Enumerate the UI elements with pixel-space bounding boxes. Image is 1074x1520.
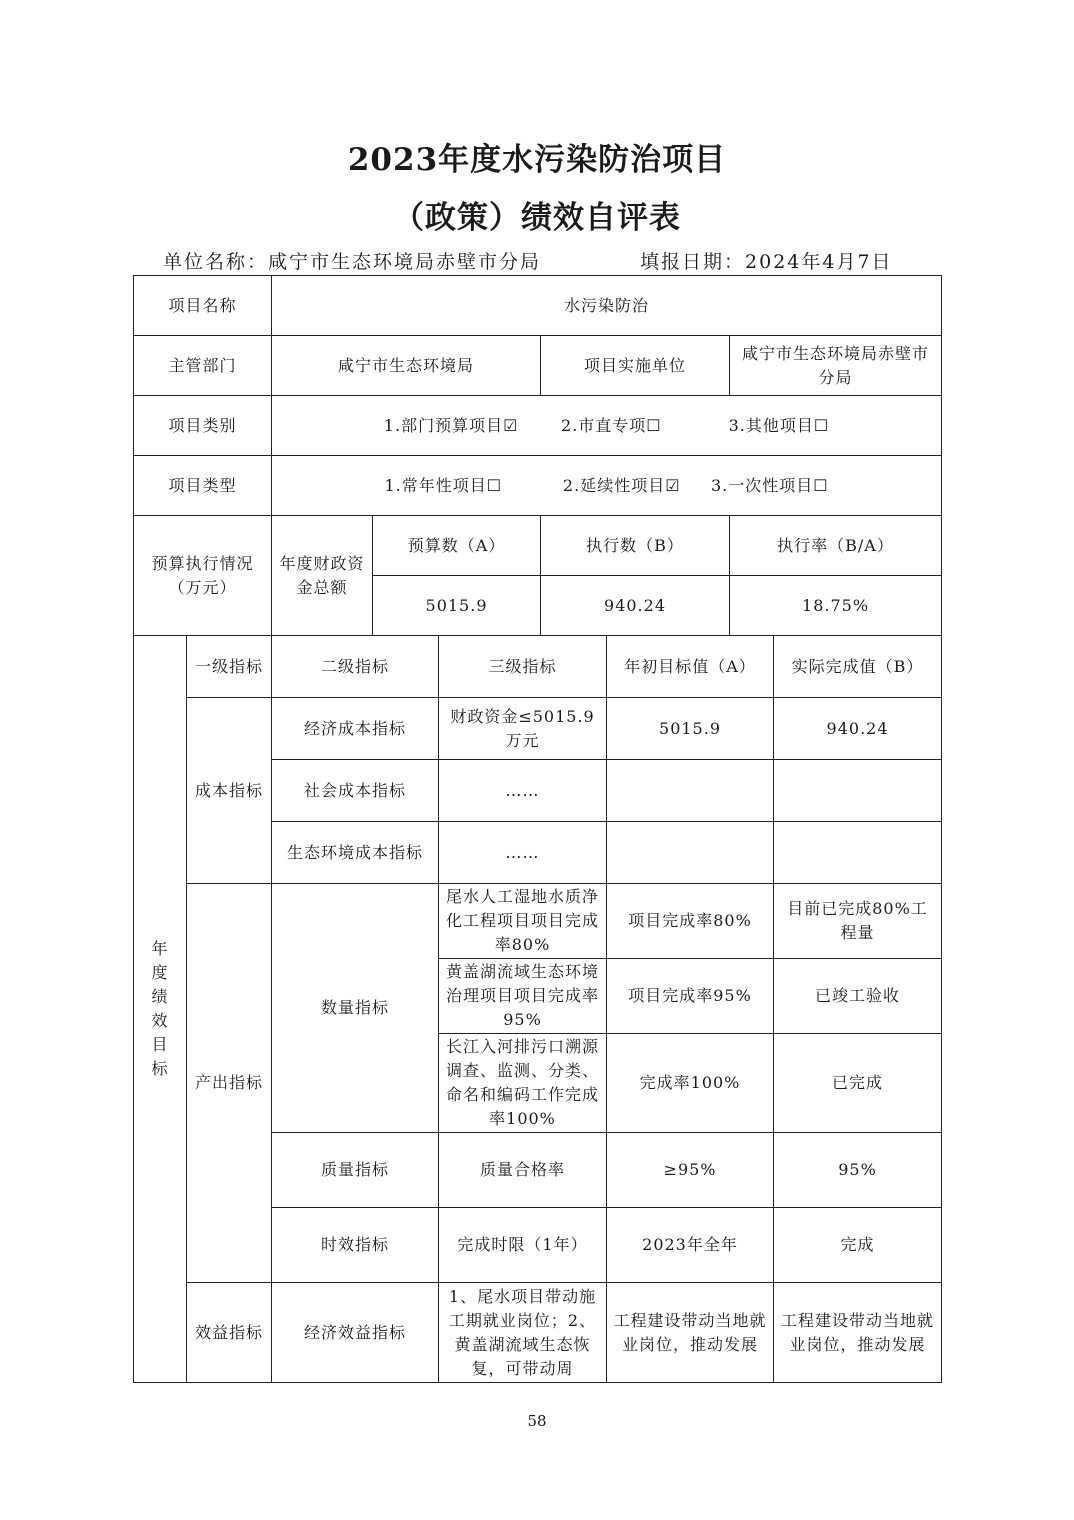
date-info: [640, 247, 893, 274]
output-qty3-target: 完成率100%: [607, 1034, 774, 1133]
output-qty1-l3: 尾水人工湿地水质净化工程项目项目完成率80%: [439, 884, 607, 959]
dept-value: 咸宁市生态环境局: [272, 336, 541, 396]
type-options: [272, 456, 942, 516]
benefit-econ-target: 工程建设带动当地就业岗位，推动发展: [607, 1283, 774, 1383]
category-option-1: 1.部门预算项目☑: [383, 415, 519, 435]
category-label: 项目类别: [134, 396, 272, 456]
budget-sub-label: 年度财政资金总额: [272, 516, 373, 636]
type-option-1: 1.常年性项目☐: [384, 475, 503, 495]
category-option-2: 2.市直专项☐: [561, 415, 662, 435]
output-qty1-actual: 目前已完成80%工程量: [774, 884, 942, 959]
cost-social-target: [607, 760, 774, 822]
cost-eco-target: [607, 822, 774, 884]
cost-indicator-label: 成本指标: [187, 698, 272, 884]
output-time-target: 2023年全年: [607, 1208, 774, 1283]
budget-a-header: 预算数（A）: [373, 516, 541, 576]
output-qty2-target: 项目完成率95%: [607, 959, 774, 1034]
output-qty-label: 数量指标: [272, 884, 439, 1133]
budget-rate-header: 执行率（B/A）: [730, 516, 942, 576]
output-indicator-label: 产出指标: [187, 884, 272, 1283]
unit-info: [163, 247, 541, 274]
cost-social-l3: ……: [439, 760, 607, 822]
type-option-2: 2.延续性项目☑: [562, 475, 681, 495]
cost-social-actual: [774, 760, 942, 822]
benefit-econ-actual: 工程建设带动当地就业岗位，推动发展: [774, 1283, 942, 1383]
type-label: 项目类型: [134, 456, 272, 516]
budget-a-value: 5015.9: [373, 576, 541, 636]
cost-eco-actual: [774, 822, 942, 884]
project-name-label: 项目名称: [134, 276, 272, 336]
output-time-label: 时效指标: [272, 1208, 439, 1283]
header-actual: 实际完成值（B）: [774, 636, 942, 698]
header-level2: 二级指标: [272, 636, 439, 698]
output-qty2-actual: 已竣工验收: [774, 959, 942, 1034]
output-quality-l3: 质量合格率: [439, 1133, 607, 1208]
impl-unit-label: 项目实施单位: [541, 336, 730, 396]
budget-b-header: 执行数（B）: [541, 516, 730, 576]
dept-label: 主管部门: [134, 336, 272, 396]
output-qty3-actual: 已完成: [774, 1034, 942, 1133]
category-option-3: 3.其他项目☐: [728, 415, 830, 435]
doc-title-line2: （政策）绩效自评表: [393, 200, 681, 236]
date-value: 2024年4月7日: [745, 251, 893, 273]
header-level3: 三级指标: [439, 636, 607, 698]
output-qty3-l3: 长江入河排污口溯源调查、监测、分类、命名和编码工作完成率100%: [439, 1034, 607, 1133]
budget-label: 预算执行情况（万元）: [134, 516, 272, 636]
output-quality-actual: 95%: [774, 1133, 942, 1208]
type-option-3: 3.一次性项目☐: [710, 475, 829, 495]
cost-econ-label: 经济成本指标: [272, 698, 439, 760]
output-quality-target: ≥95%: [607, 1133, 774, 1208]
cost-eco-l3: ……: [439, 822, 607, 884]
output-qty2-l3: 黄盖湖流域生态环境治理项目项目完成率95%: [439, 959, 607, 1034]
cost-eco-label: 生态环境成本指标: [272, 822, 439, 884]
performance-table: [133, 275, 942, 1383]
cost-econ-target: 5015.9: [607, 698, 774, 760]
output-quality-label: 质量指标: [272, 1133, 439, 1208]
project-name-value: 水污染防治: [272, 276, 942, 336]
budget-b-value: 940.24: [541, 576, 730, 636]
output-qty1-target: 项目完成率80%: [607, 884, 774, 959]
cost-social-label: 社会成本指标: [272, 760, 439, 822]
unit-value: 咸宁市生态环境局赤壁市分局: [268, 251, 542, 273]
header-target: 年初目标值（A）: [607, 636, 774, 698]
annual-goal-label: 年度绩效目标: [134, 636, 187, 1383]
cost-econ-l3: 财政资金≤5015.9万元: [439, 698, 607, 760]
category-options: [272, 396, 942, 456]
cost-econ-actual: 940.24: [774, 698, 942, 760]
benefit-econ-label: 经济效益指标: [272, 1283, 439, 1383]
impl-unit-value: 咸宁市生态环境局赤壁市分局: [730, 336, 942, 396]
header-level1: 一级指标: [187, 636, 272, 698]
page-number: 58: [527, 1412, 547, 1430]
date-label: 填报日期：: [640, 251, 746, 273]
budget-rate-value: 18.75%: [730, 576, 942, 636]
output-time-l3: 完成时限（1年）: [439, 1208, 607, 1283]
doc-title-line1: 2023年度水污染防治项目: [347, 142, 727, 178]
output-time-actual: 完成: [774, 1208, 942, 1283]
unit-label: 单位名称：: [163, 251, 269, 273]
benefit-econ-l3: 1、尾水项目带动施工期就业岗位；2、黄盖湖流域生态恢复，可带动周: [439, 1283, 607, 1383]
benefit-indicator-label: 效益指标: [187, 1283, 272, 1383]
